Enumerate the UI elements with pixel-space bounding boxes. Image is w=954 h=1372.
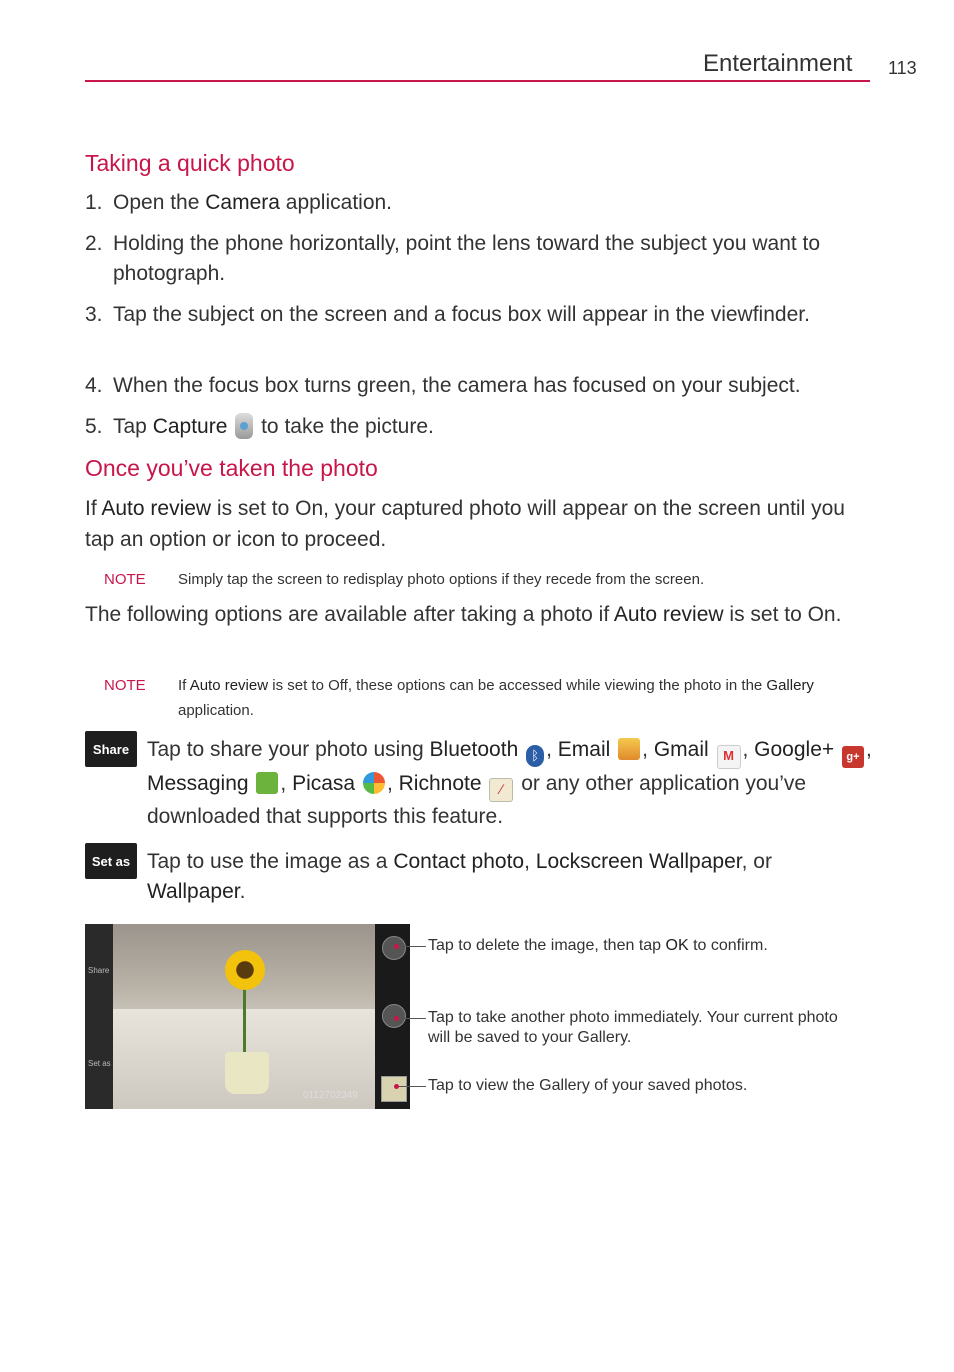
gmail-icon: M (717, 745, 741, 769)
bluetooth-label: Bluetooth (429, 738, 519, 761)
contact-photo-label: Contact photo (393, 850, 525, 873)
heading-once-taken: Once you’ve taken the photo (85, 455, 378, 481)
note-label: NOTE (104, 571, 146, 588)
screenshot-share-label: Share (88, 966, 110, 975)
text: Tap to use the image as a (147, 850, 394, 873)
step-5 (85, 412, 875, 442)
richnote-icon: ∕ (489, 778, 513, 802)
picasa-label: Picasa (292, 772, 356, 795)
picasa-icon (363, 772, 385, 794)
set-as-description: Tap to use the image as a Contact photo, Lockscreen Wallpaper, or Wallpaper. (147, 850, 772, 903)
auto-review-label: Auto review (189, 677, 269, 694)
note-text: application. (178, 702, 254, 719)
note-text: Simply tap the screen to redisplay photo options if they recede from the screen. (178, 571, 705, 588)
auto-review-label: Auto review (101, 497, 212, 520)
callout-dot (394, 1084, 399, 1089)
step-4 (85, 371, 875, 401)
callout-delete (428, 936, 848, 956)
wallpaper-label: Wallpaper (147, 880, 240, 903)
google-plus-icon: g+ (842, 746, 864, 768)
text: is set to On. (723, 603, 842, 626)
section-title: Entertainment (703, 50, 853, 77)
screenshot-set-as-label: Set as (88, 1059, 111, 1068)
text: Tap to delete the image, then tap (428, 937, 666, 954)
photo-preview (113, 924, 375, 1109)
capture-label: Capture (152, 415, 228, 438)
sunflower (225, 950, 265, 990)
step-text: application. (279, 191, 393, 214)
step-text: to take the picture. (255, 415, 434, 438)
text: , or (741, 850, 772, 873)
share-button[interactable]: Share (85, 731, 137, 767)
messaging-label: Messaging (147, 772, 249, 795)
note-text: If (178, 677, 190, 694)
share-description: Tap to share your photo using Bluetooth ᛒ , Email , Gmail M , Google+ g+ , Messaging , Picasa , Richnote ∕ or any other application you’ve downloaded that supports this feature. (147, 738, 872, 828)
flower-stem (243, 982, 246, 1057)
text: If (85, 497, 102, 520)
text: Tap to share your photo using (147, 738, 430, 761)
step-number: 1. (85, 191, 103, 214)
step-2 (85, 229, 875, 289)
callout-dot (394, 944, 399, 949)
options-intro (85, 599, 875, 630)
text: to confirm. (688, 937, 768, 954)
google-plus-label: Google+ (754, 738, 835, 761)
richnote-label: Richnote (398, 772, 482, 795)
step-1 (85, 188, 875, 218)
bluetooth-icon: ᛒ (526, 745, 544, 767)
note-text: is set to Off, these options can be accessed while viewing the photo in the (268, 677, 767, 694)
step-3 (85, 300, 875, 330)
messaging-icon (256, 772, 278, 794)
camera-review-screenshot (85, 924, 410, 1109)
callout-leader (398, 946, 426, 947)
step-number: 4. (85, 374, 103, 397)
note-2 (104, 673, 864, 723)
camera-app-name: Camera (205, 191, 280, 214)
ok-label: OK (665, 937, 689, 954)
step-number: 3. (85, 303, 103, 326)
flower-pot (225, 1052, 269, 1094)
callout-gallery: Tap to view the Gallery of your saved photos. (428, 1077, 748, 1094)
step-number: 2. (85, 232, 103, 255)
step-text: Holding the phone horizontally, point the lens toward the subject you want to photograph. (113, 232, 821, 285)
auto-review-intro (85, 493, 875, 555)
step-text: Open the (113, 191, 206, 214)
header-divider (85, 80, 870, 82)
gallery-label: Gallery (766, 677, 814, 694)
callout-leader (398, 1086, 426, 1087)
callout-dot (394, 1016, 399, 1021)
note-1 (104, 567, 864, 592)
capture-icon (235, 413, 253, 439)
gmail-label: Gmail (653, 738, 709, 761)
step-text: Tap (113, 415, 153, 438)
email-icon (618, 738, 640, 760)
photo-stamp: 0112702349 (303, 1090, 358, 1101)
step-text: When the focus box turns green, the camera has focused on your subject. (113, 374, 801, 397)
callout-another-photo: Tap to take another photo immediately. Your current photo will be saved to your Gallery. (428, 1009, 838, 1046)
callout-leader (398, 1018, 426, 1019)
heading-taking-quick-photo: Taking a quick photo (85, 150, 295, 176)
email-label: Email (557, 738, 611, 761)
step-number: 5. (85, 415, 103, 438)
note-label: NOTE (104, 677, 146, 694)
gallery-thumbnail-icon[interactable] (381, 1076, 407, 1102)
text: . (239, 880, 246, 903)
step-text: Tap the subject on the screen and a focus box will appear in the viewfinder. (113, 303, 810, 326)
page-number: 113 (888, 58, 917, 78)
screenshot-side-bar (85, 924, 113, 1109)
text: or any other application you’ve downloaded that supports this feature. (147, 772, 807, 828)
text: is set to On, your captured photo will appear on the screen until you tap an option or icon to proceed. (85, 497, 845, 551)
auto-review-label: Auto review (613, 603, 724, 626)
set-as-button[interactable]: Set as (85, 843, 137, 879)
text: The following options are available after taking a photo if (85, 603, 614, 626)
lockscreen-wallpaper-label: Lockscreen Wallpaper (535, 850, 742, 873)
